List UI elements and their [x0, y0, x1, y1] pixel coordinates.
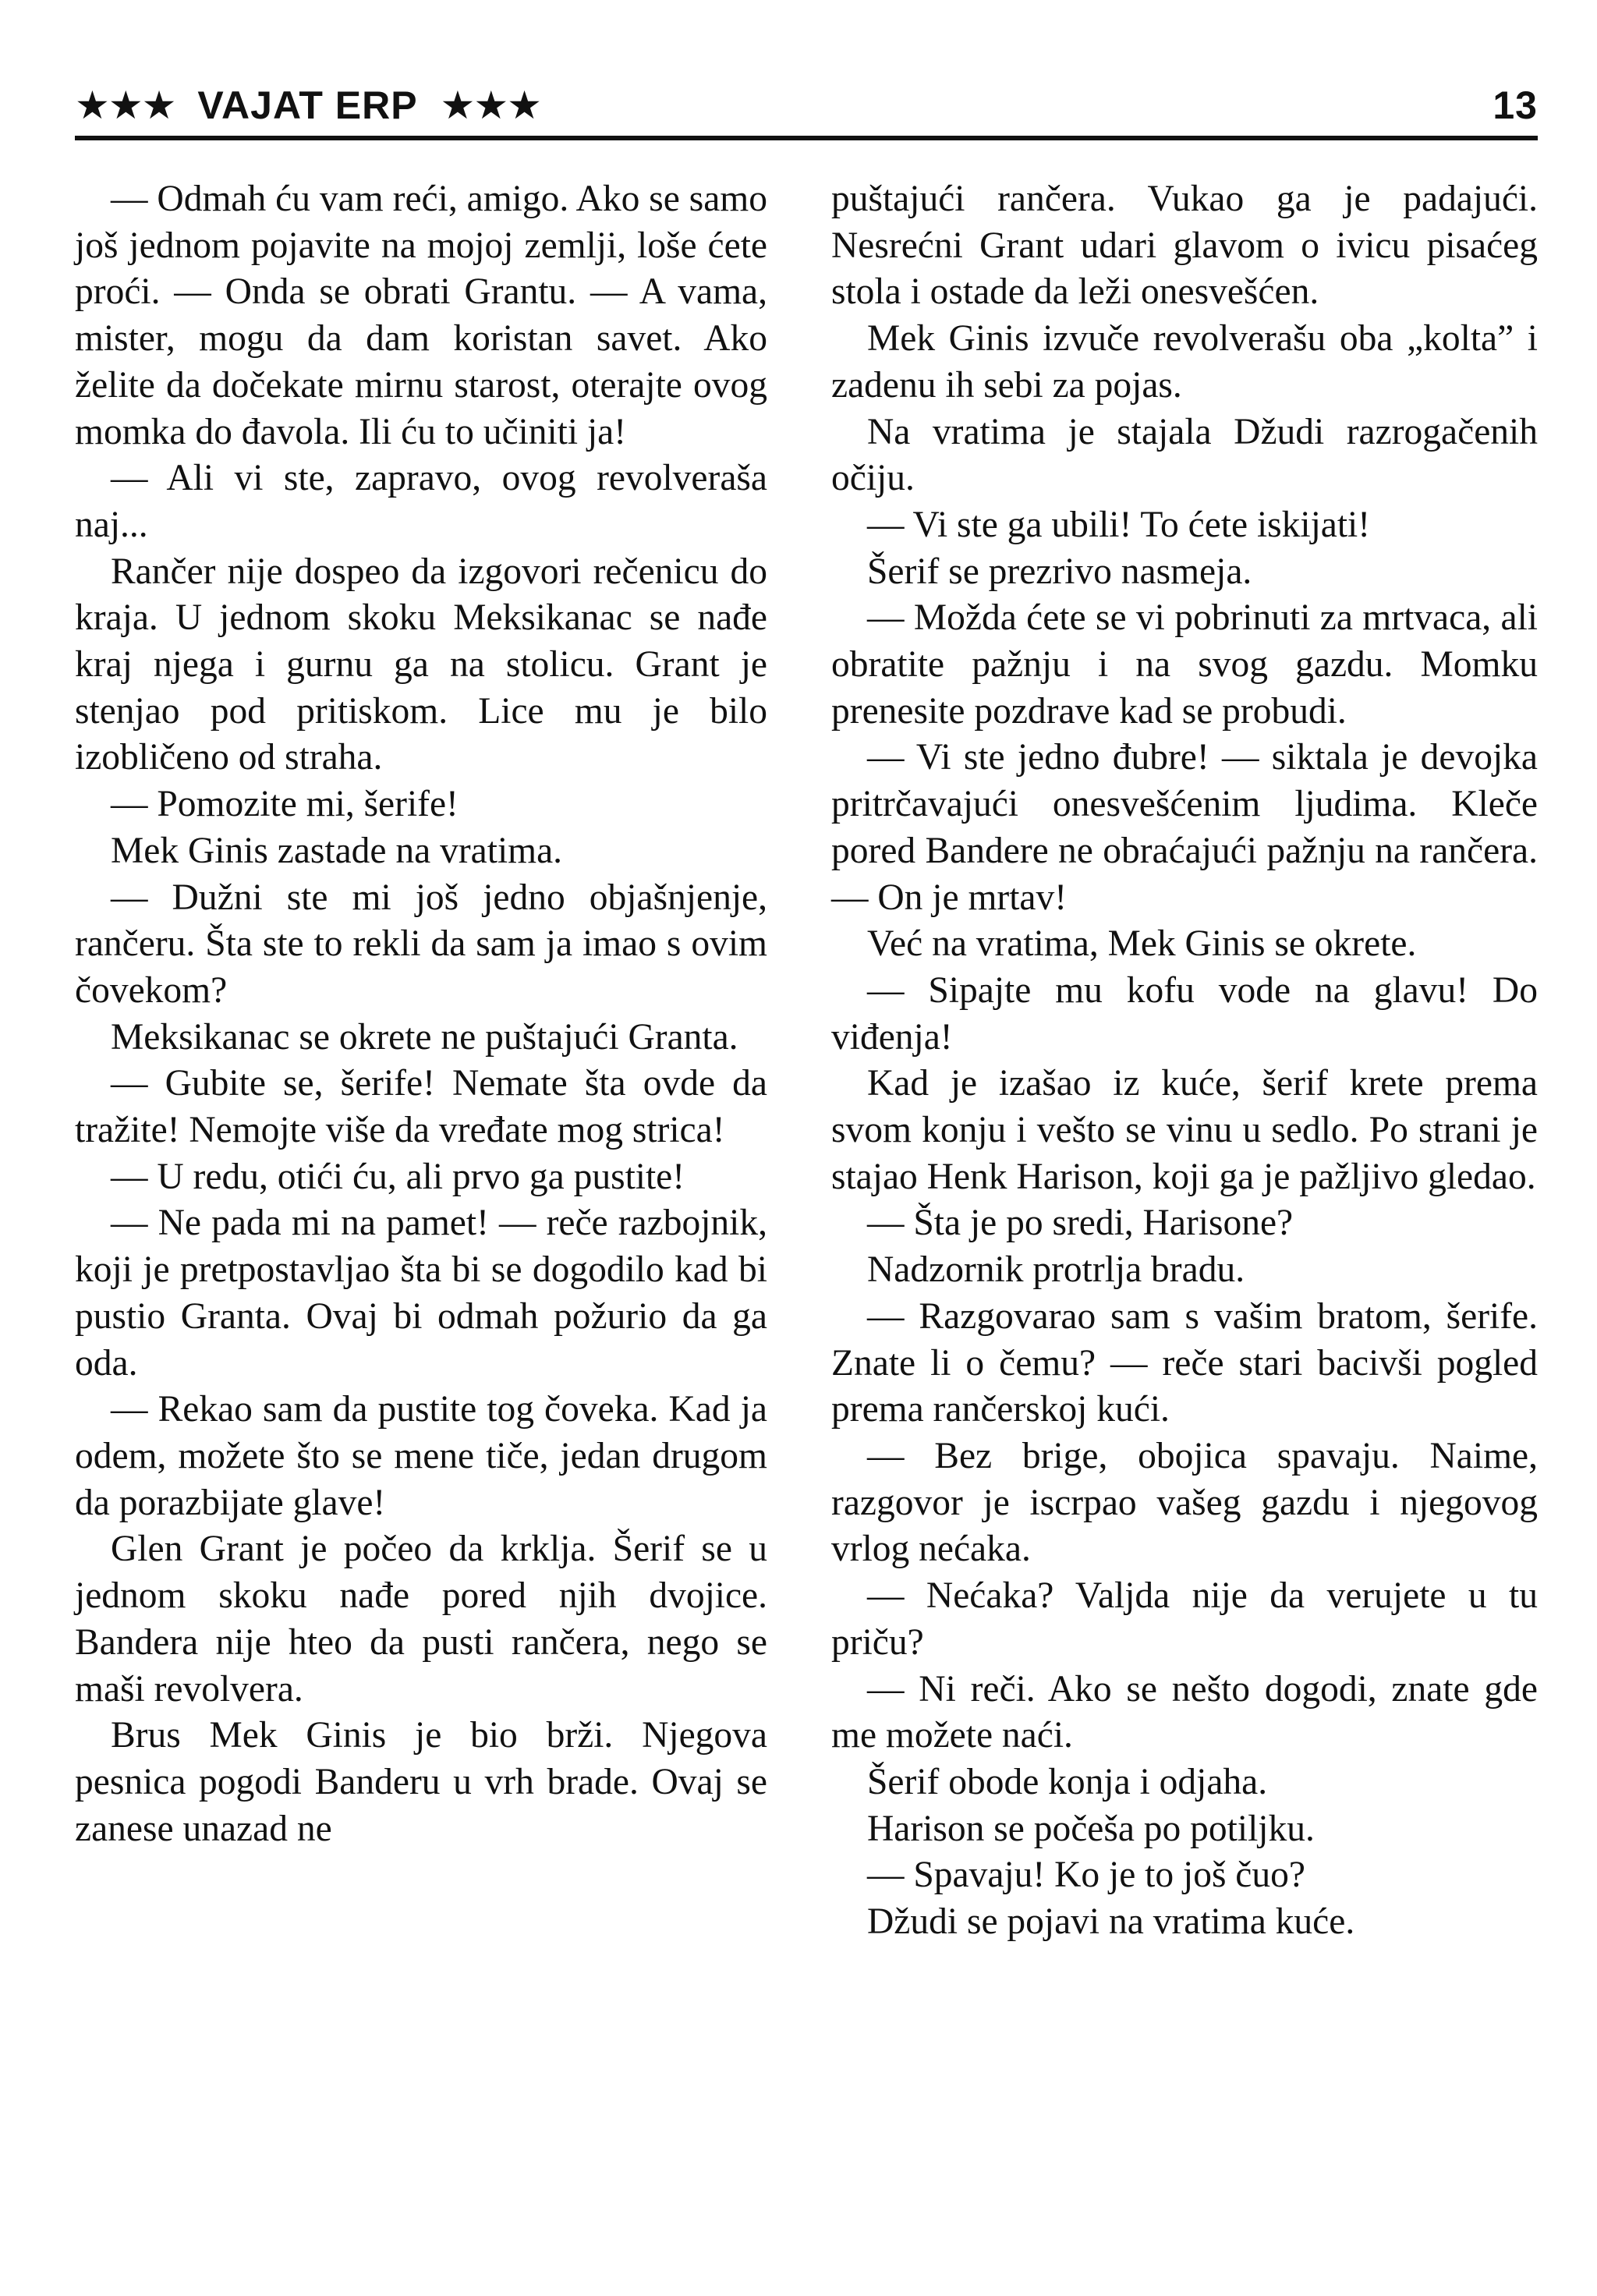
paragraph: — Bez brige, obojica spavaju. Naime, razgovor je iscrpao vašeg gazdu i njegovog vrlog nećaka.: [831, 1435, 1538, 1570]
running-header: [75, 66, 1538, 128]
paragraph: Mek Ginis zastade na vratima.: [111, 830, 563, 871]
paragraph: — Vi ste jedno đubre! — siktala je devojka pritrčavajući onesvešćenim ljudima. Kleče pored Bandere ne obraćajući pažnju na rančera. — On je mrtav!: [831, 737, 1538, 918]
paragraph: — Sipajte mu kofu vode na glavu! Do viđenja!: [831, 969, 1538, 1058]
stars-right-icon: ★★★: [440, 83, 540, 127]
paragraph: — Možda ćete se vi pobrinuti za mrtvaca, ali obratite pažnju i na svog gazdu. Momku prenesite pozdrave kad se probudi.: [831, 597, 1538, 732]
page-number: 13: [1493, 83, 1538, 127]
paragraph: — Spavaju! Ko je to još čuo?: [867, 1855, 1305, 1896]
paragraph: Kad je izašao iz kuće, šerif krete prema svom konju i vešto se vinu u sedlo. Po strani je stajao Henk Harison, koji ga je pažljivo gledao.: [831, 1063, 1538, 1197]
paragraph: Glen Grant je počeo da krklja. Šerif se u jednom skoku nađe pored njih dvojice. Bandera nije hteo da pusti rančera, nego se maši revolvera.: [75, 1529, 767, 1710]
paragraph: — Ni reči. Ako se nešto dogodi, znate gde me možete naći.: [831, 1668, 1538, 1756]
paragraph: — Nećaka? Valjda nije da verujete u tu priču?: [831, 1575, 1538, 1663]
paragraph: Harison se počeša po potiljku.: [867, 1808, 1315, 1849]
paragraph: — Gubite se, šerife! Nemate šta ovde da tražite! Nemojte više da vređate mog strica!: [75, 1063, 767, 1151]
paragraph: Nadzornik protrlja bradu.: [867, 1249, 1245, 1291]
paragraph: — Šta je po sredi, Harisone?: [867, 1203, 1294, 1244]
paragraph: Šerif se prezrivo nasmeja.: [867, 551, 1252, 592]
paragraph: Rančer nije dospeo da izgovori rečenicu do kraja. U jednom skoku Meksikanac se nađe kraj njega i gurnu ga na stolicu. Grant je stenjao pod pritiskom. Lice mu je bilo izobličeno od straha.: [75, 551, 767, 778]
paragraph: Već na vratima, Mek Ginis se okrete.: [867, 923, 1417, 965]
paragraph: — Dužni ste mi još jedno objašnjenje, rančeru. Šta ste to rekli da sam ja imao s ovim čovekom?: [75, 877, 767, 1011]
paragraph: Meksikanac se okrete ne puštajući Granta.: [111, 1016, 738, 1058]
left-column: [75, 176, 767, 1852]
header-title-group: [75, 83, 540, 128]
paragraph: — Ne pada mi na pamet! — reče razbojnik, koji je pretpostavljao šta bi se dogodilo kad bi pustio Granta. Ovaj bi odmah požurio da ga oda.: [75, 1203, 767, 1384]
paragraph: Džudi se pojavi na vratima kuće.: [867, 1901, 1355, 1943]
paragraph: — U redu, otići ću, ali prvo ga pustite!: [111, 1156, 685, 1197]
paragraph: Šerif obode konja i odjaha.: [867, 1761, 1268, 1802]
paragraph: Mek Ginis izvuče revolverašu oba „kolta” i zadenu ih sebi za pojas.: [831, 318, 1538, 406]
paragraph: — Vi ste ga ubili! To ćete iskijati!: [867, 504, 1371, 545]
paragraph: — Rekao sam da pustite tog čoveka. Kad ja odem, možete što se mene tiče, jedan drugom da porazbijate glave!: [75, 1389, 767, 1523]
paragraph-continuation: puštajući rančera. Vukao ga je padajući. Nesrećni Grant udari glavom o ivicu pisaćeg stola i ostade da leži onesvešćen.: [831, 179, 1538, 313]
paragraph: — Odmah ću vam reći, amigo. Ako se samo još jednom pojavite na mojoj zemlji, loše ćete proći. — Onda se obrati Grantu. — A vama, mister, mogu da dam koristan savet. Ako želite da dočekate mirnu starost, oterajte ovog momka do đavola. Ili ću to učiniti ja!: [75, 179, 767, 452]
header-rule: [75, 136, 1538, 140]
paragraph: Brus Mek Ginis je bio brži. Njegova pesnica pogodi Banderu u vrh brade. Ovaj se zanese unazad ne: [75, 1715, 767, 1849]
paragraph: — Ali vi ste, zapravo, ovog revolveraša naj...: [75, 458, 767, 545]
paragraph: — Pomozite mi, šerife!: [111, 784, 459, 825]
header-title: VAJAT ERP: [197, 83, 418, 127]
stars-left-icon: ★★★: [75, 83, 175, 127]
paragraph: — Razgovarao sam s vašim bratom, šerife. Znate li o čemu? — reče stari bacivši pogled prema rančerskoj kući.: [831, 1295, 1538, 1430]
right-column: [831, 176, 1538, 1946]
paragraph: Na vratima je stajala Džudi razrogačenih očiju.: [831, 411, 1538, 499]
